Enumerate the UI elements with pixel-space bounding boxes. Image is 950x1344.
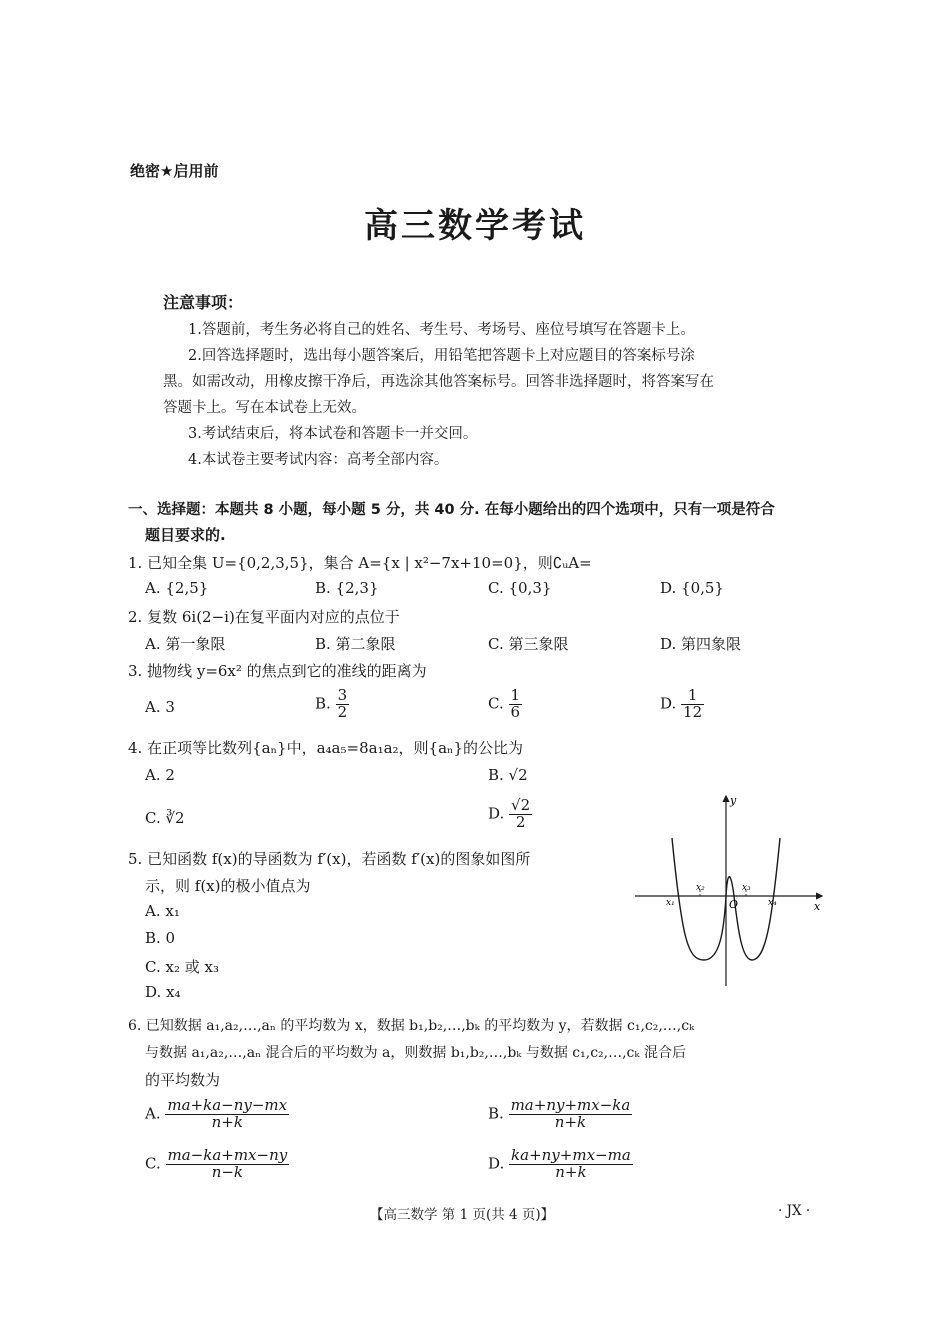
question-2-option-a: A. 第一象限 [145,635,226,653]
fraction-numerator: ma−ka+mx−ny [167,1146,288,1164]
fraction-denominator: n+k [554,1112,587,1131]
note-line-3: 黑。如需改动，用橡皮擦干净后，再选涂其他答案标号。回答非选择题时，将答案写在 [163,374,714,390]
question-2-stem: 2. 复数 6i(2−i)在复平面内对应的点位于 [128,608,400,626]
section-heading-line-2: 题目要求的. [145,526,226,544]
question-5-option-a: A. x₁ [145,902,180,920]
x2-label: x₂ [696,883,705,893]
question-4-stem: 4. 在正项等比数列{aₙ}中，a₄a₅=8a₁a₂，则{aₙ}的公比为 [128,739,524,757]
question-3-option-b-fraction [336,688,350,721]
question-5-option-b: B. 0 [145,929,176,947]
question-3-option-d-fraction [681,688,704,721]
note-line-2: 2.回答选择题时，选出每小题答案后，用铅笔把答题卡上对应题目的答案标号涂 [188,348,695,364]
question-5-stem-line-2: 示，则 f(x)的极小值点为 [145,877,311,895]
question-3-option-c-fraction [509,688,523,721]
question-2-option-b: B. 第二象限 [315,635,396,653]
question-6-option-d [488,1148,633,1181]
note-line-5: 3.考试结束后，将本试卷和答题卡一并交回。 [188,426,478,442]
exam-title: 高三数学考试 [364,206,586,246]
question-5-stem-line-1: 5. 已知函数 f(x)的导函数为 f′(x)，若函数 f′(x)的图象如图所 [128,850,531,868]
question-1-option-c: C. {0,3} [488,579,552,597]
question-6-option-b [488,1098,632,1131]
fraction-denominator: 2 [337,702,348,721]
note-line-1: 1.答题前，考生务必将自己的姓名、考生号、考场号、座位号填写在答题卡上。 [188,322,695,338]
question-4-option-d-label: D. [488,804,505,823]
question-6-stem-line-1: 6. 已知数据 a₁,a₂,…,aₙ 的平均数为 x，数据 b₁,b₂,…,bₖ 的平均数为 y，若数据 c₁,c₂,…,cₖ [128,1018,695,1034]
fraction-denominator: n+k [211,1112,243,1131]
note-line-6: 4.本试卷主要考试内容：高考全部内容。 [188,452,449,468]
fraction-numerator: 1 [681,688,704,705]
question-6-option-c-label: C. [145,1154,161,1173]
x3-label: x₃ [742,883,751,893]
question-6-option-c [145,1148,289,1181]
footer-code: · JX · [778,1203,811,1219]
question-3-option-c-label: C. [488,694,504,713]
question-3-option-d [660,688,704,721]
y-axis-label: y [730,794,737,807]
question-5-option-c: C. x₂ 或 x₃ [145,958,219,976]
fraction-numerator: √2 [511,796,531,814]
fraction-denominator: 2 [515,812,526,831]
fraction-numerator: ka+ny+mx−ma [511,1146,631,1164]
question-3-option-a: A. 3 [145,698,175,716]
section-heading-line-1: 一、选择题：本题共 8 小题，每小题 5 分，共 40 分. 在每小题给出的四个选项中，只有一项是符合 [128,502,775,518]
fraction-numerator: ma+ka−ny−mx [167,1096,288,1114]
question-4-option-c: C. ∛2 [145,809,185,827]
question-4-option-b: B. √2 [488,766,528,784]
question-6-option-a-label: A. [145,1104,161,1123]
question-6-option-a-fraction [165,1098,289,1131]
x1-label: x₁ [666,898,675,908]
question-4-option-a: A. 2 [145,766,175,784]
fraction-numerator: 3 [337,686,348,704]
fraction-denominator: 6 [510,702,521,721]
fraction-numerator: ma+ny+mx−ka [510,1096,631,1114]
question-6-option-c-fraction [166,1148,290,1181]
question-6-option-d-label: D. [488,1154,505,1173]
question-1-option-a: A. {2,5} [145,579,209,597]
question-6-option-d-fraction [509,1148,633,1181]
question-3-option-b-label: B. [315,694,331,713]
fraction-numerator: 1 [510,686,521,704]
notes-heading: 注意事项： [163,293,244,312]
fraction-denominator: n−k [211,1162,244,1181]
question-6-stem-line-2: 与数据 a₁,a₂,…,aₙ 混合后的平均数为 a，则数据 b₁,b₂,…,bₖ 与数据 c₁,c₂,…,cₖ 混合后 [145,1045,686,1061]
question-1-option-b: B. {2,3} [315,579,379,597]
question-2-option-d: D. 第四象限 [660,635,742,653]
question-1-stem: 1. 已知全集 U={0,2,3,5}，集合 A={x | x²−7x+10=0}，则∁ᵤA= [128,554,592,572]
fraction-denominator: 12 [683,702,703,721]
x4-label: x₄ [768,898,777,908]
note-line-4: 答题卡上。写在本试卷上无效。 [163,400,366,416]
question-6-option-b-fraction [509,1098,633,1131]
x-axis-label: x [814,900,821,913]
origin-label: O [729,898,739,911]
confidential-label: 绝密★启用前 [130,162,219,180]
question-2-option-c: C. 第三象限 [488,635,569,653]
question-6-option-a [145,1098,289,1131]
question-3-option-d-label: D. [660,694,677,713]
question-6-stem-line-3: 的平均数为 [145,1071,221,1089]
question-6-option-b-label: B. [488,1104,504,1123]
question-1-option-d: D. {0,5} [660,579,724,597]
page-footer: 【高三数学 第 1 页(共 4 页)】 [370,1207,555,1223]
question-3-option-c [488,688,522,721]
question-3-option-b [315,688,349,721]
question-3-stem: 3. 抛物线 y=6x² 的焦点到它的准线的距离为 [128,662,427,680]
question-4-option-d-fraction [509,798,532,831]
question-4-option-d [488,798,532,831]
fraction-denominator: n+k [555,1162,587,1181]
question-5-option-d: D. x₄ [145,983,181,1001]
derivative-graph [630,790,830,990]
